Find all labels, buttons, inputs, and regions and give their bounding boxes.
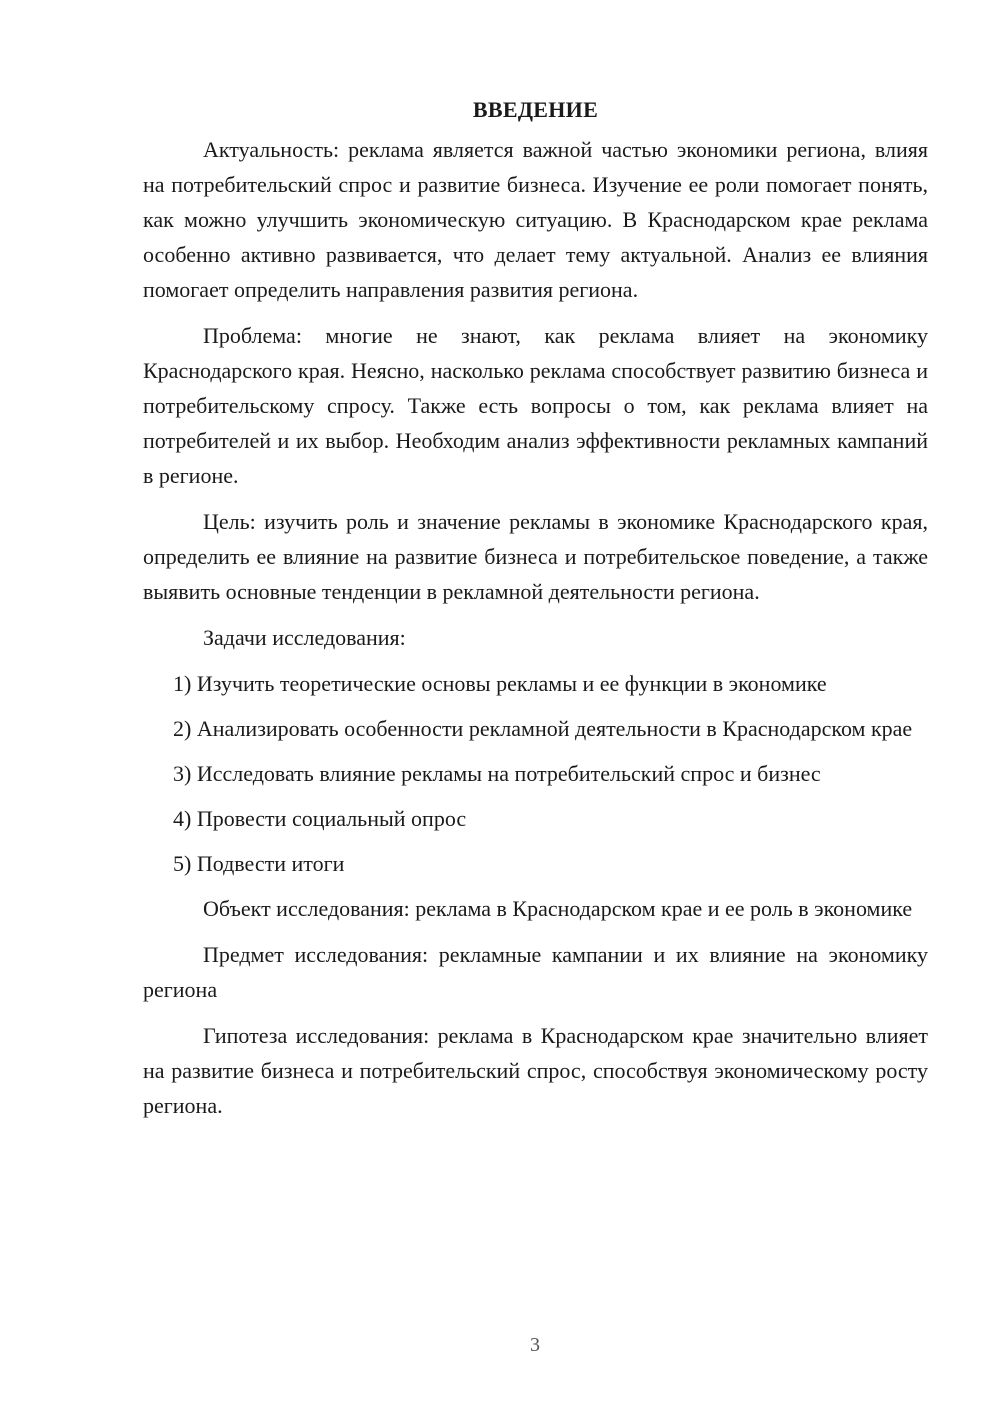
section-title: ВВЕДЕНИЕ: [472, 97, 599, 122]
hypothesis-paragraph: Гипотеза исследования: реклама в Краснодарском крае значительно влияет на развитие бизнеса и потребительский спрос, способствуя экономическому росту региона.: [143, 1023, 928, 1118]
subject-paragraph: Предмет исследования: рекламные кампании и их влияние на экономику региона: [143, 942, 928, 1002]
object-paragraph: Объект исследования: реклама в Краснодарском крае и ее роль в экономике: [203, 896, 913, 921]
task-item-1: 1) Изучить теоретические основы рекламы и ее функции в экономике: [173, 671, 827, 696]
tasks-heading: Задачи исследования:: [203, 625, 406, 650]
problem-paragraph: Проблема: многие не знают, как реклама влияет на экономику Краснодарского края. Неясно, насколько реклама способствует развитию бизнеса и потребительскому спросу. Также есть вопросы о том, как реклама влияет на потребителей и их выбор. Необходим анализ эффективности рекламных кампаний в регионе.: [143, 323, 928, 488]
task-item-2: 2) Анализировать особенности рекламной деятельности в Краснодарском крае: [173, 716, 913, 741]
task-item-4: 4) Провести социальный опрос: [173, 806, 467, 831]
goal-paragraph: Цель: изучить роль и значение рекламы в экономике Краснодарского края, определить ее влияние на развитие бизнеса и потребительское поведение, а также выявить основные тенденции в рекламной деятельности региона.: [143, 509, 928, 604]
task-item-3: 3) Исследовать влияние рекламы на потребительский спрос и бизнес: [173, 761, 821, 786]
page-number: 3: [530, 1334, 540, 1356]
document-page: [143, 92, 928, 1134]
relevance-paragraph: Актуальность: реклама является важной частью экономики региона, влияя на потребительский спрос и развитие бизнеса. Изучение ее роли помогает понять, как можно улучшить экономическую ситуацию. В Краснодарском крае реклама особенно активно развивается, что делает тему актуальной. Анализ ее влияния помогает определить направления развития региона.: [143, 137, 928, 302]
task-item-5: 5) Подвести итоги: [173, 851, 345, 876]
